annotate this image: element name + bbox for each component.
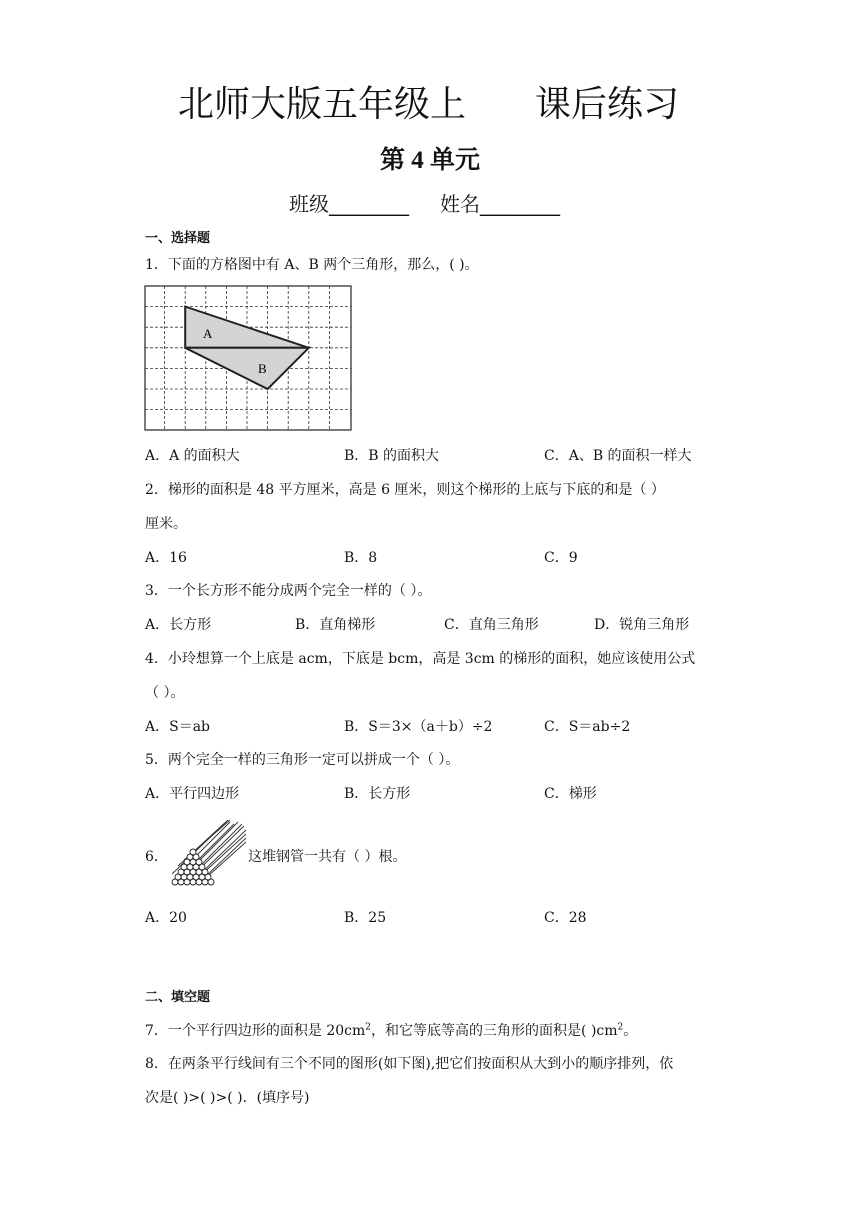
name-field: [440, 188, 560, 217]
triangle-b-label: B: [258, 361, 267, 376]
unit-title: 第 4 单元: [379, 147, 480, 174]
q6-option-b[interactable]: B．25: [344, 910, 387, 926]
question-6-text: 这堆钢管一共有（ ）根。: [248, 849, 407, 865]
q1-option-c[interactable]: C．A、B 的面积一样大: [544, 448, 692, 464]
class-blank: ________: [329, 192, 409, 216]
q2-option-b[interactable]: B．8: [344, 550, 378, 566]
q4-option-a[interactable]: A．S＝ab: [145, 719, 211, 735]
q4-option-c[interactable]: C．S＝ab÷2: [544, 719, 631, 735]
question-3-text: 3．一个长方形不能分成两个完全一样的（ ）。: [145, 583, 432, 599]
q4-option-b[interactable]: B．S＝3×（a＋b）÷2: [344, 719, 493, 735]
q7-part-a: 7．一个平行四边形的面积是 20cm: [145, 1023, 366, 1039]
question-2-text-cont: 厘米。: [145, 516, 187, 532]
q7-sup-2: 2: [617, 1022, 624, 1033]
steel-pipe-stack-image: [166, 818, 248, 890]
name-blank: ________: [480, 192, 560, 216]
q1-option-a[interactable]: A．A 的面积大: [145, 448, 240, 464]
section-title-choice: 一、选择题: [145, 231, 211, 246]
q5-option-a[interactable]: A．平行四边形: [145, 786, 240, 802]
question-6-number: 6．: [145, 849, 168, 865]
q3-option-c[interactable]: C．直角三角形: [444, 617, 539, 633]
section-title-fill: 二、填空题: [145, 990, 211, 1005]
question-8-text: 8．在两条平行线间有三个不同的图形(如下图),把它们按面积从大到小的顺序排列，依: [145, 1056, 674, 1072]
q7-part-b: ，和它等底等高的三角形的面积是( )cm: [371, 1023, 618, 1039]
q7-sup-1: 2: [365, 1022, 372, 1033]
class-label: 班级: [289, 192, 329, 216]
page-title-left: 北师大版五年级上: [178, 84, 467, 125]
question-4-text: 4．小玲想算一个上底是 acm，下底是 bcm，高是 3cm 的梯形的面积，她应该使用公式: [145, 651, 696, 667]
question-7-text: [145, 1020, 637, 1040]
q7-part-c: 。: [623, 1023, 638, 1039]
q2-option-a[interactable]: A．16: [145, 550, 187, 566]
question-8-text-cont: 次是( )>( )>( )．(填序号): [145, 1090, 310, 1106]
name-label: 姓名: [440, 192, 480, 216]
q3-option-b[interactable]: B．直角梯形: [295, 617, 376, 633]
q2-option-c[interactable]: C．9: [544, 550, 578, 566]
grid-triangles-figure: [144, 285, 352, 431]
class-field: [289, 188, 409, 217]
triangle-a-label: A: [203, 326, 213, 341]
q3-option-d[interactable]: D．锐角三角形: [594, 617, 690, 633]
page-title-right: 课后练习: [535, 84, 680, 125]
question-5-text: 5．两个完全一样的三角形一定可以拼成一个（ ）。: [145, 752, 460, 768]
question-4-text-cont: （ ）。: [145, 685, 185, 701]
q1-option-b[interactable]: B．B 的面积大: [344, 448, 440, 464]
question-2-text: 2．梯形的面积是 48 平方厘米，高是 6 厘米，则这个梯形的上底与下底的和是（ ）: [145, 482, 665, 498]
q6-option-c[interactable]: C．28: [544, 910, 587, 926]
q5-option-b[interactable]: B．长方形: [344, 786, 411, 802]
question-1-text: 1．下面的方格图中有 A、B 两个三角形，那么，( )。: [145, 257, 479, 273]
q3-option-a[interactable]: A．长方形: [145, 617, 212, 633]
q6-option-a[interactable]: A．20: [145, 910, 187, 926]
q5-option-c[interactable]: C．梯形: [544, 786, 597, 802]
